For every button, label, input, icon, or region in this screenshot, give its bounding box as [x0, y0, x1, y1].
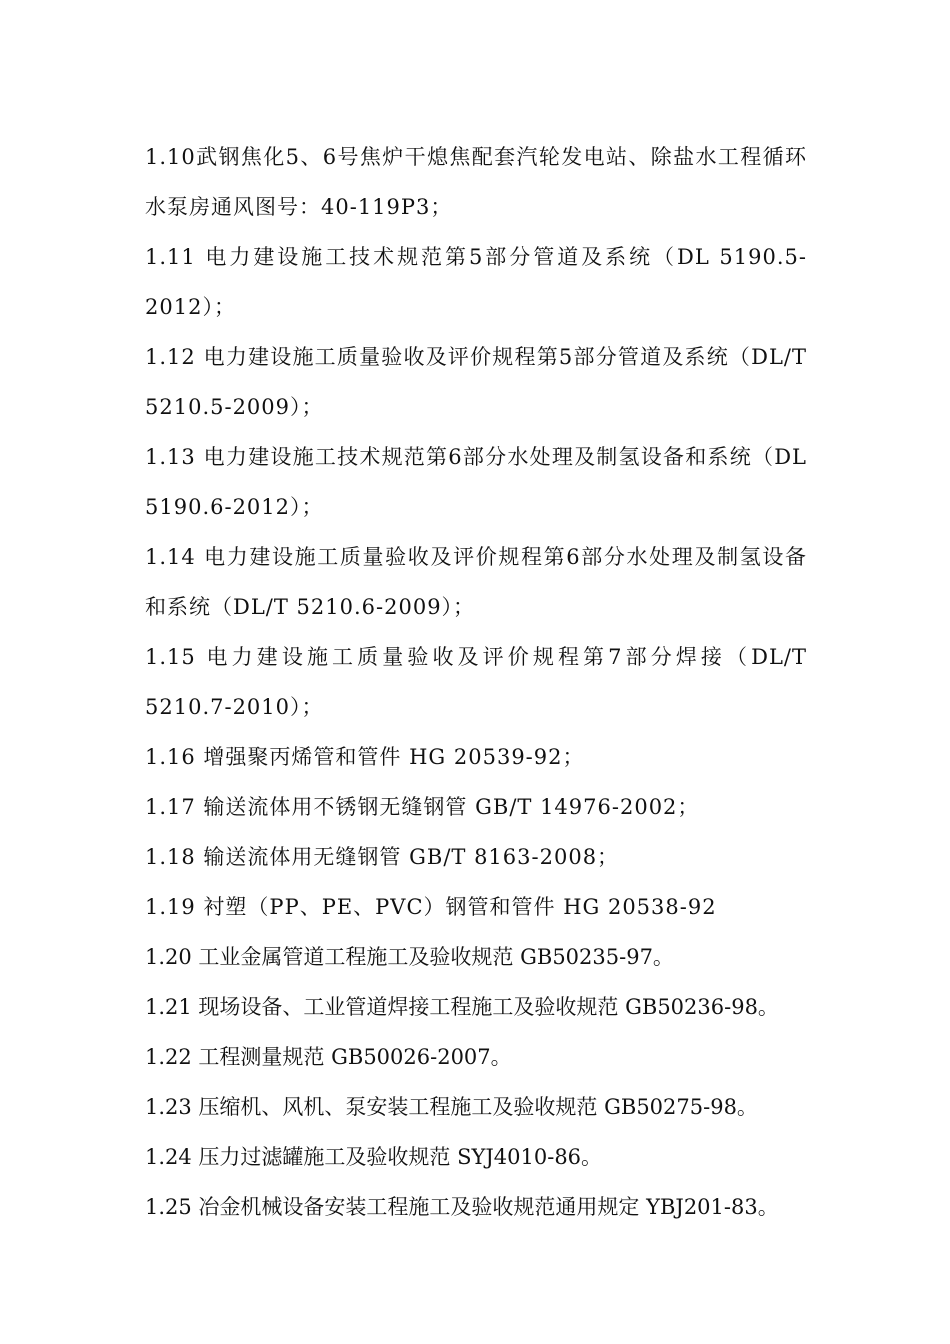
reference-list: [145, 132, 807, 1232]
list-item: 1.25 冶金机械设备安装工程施工及验收规范通用规定 YBJ201-83。: [145, 1195, 779, 1219]
list-item: 1.12 电力建设施工质量验收及评价规程第5部分管道及系统（DL/T 5210.5-2009）；: [145, 345, 807, 419]
list-item: 1.24 压力过滤罐施工及验收规范 SYJ4010-86。: [145, 1145, 603, 1169]
list-item: 1.14 电力建设施工质量验收及评价规程第6部分水处理及制氢设备和系统（DL/T 5210.6-2009）；: [145, 545, 807, 619]
list-item: 1.19 衬塑（PP、PE、PVC）钢管和管件 HG 20538-92: [145, 895, 717, 919]
list-item: 1.20 工业金属管道工程施工及验收规范 GB50235-97。: [145, 945, 674, 969]
list-item: 1.16 增强聚丙烯管和管件 HG 20539-92；: [145, 745, 585, 769]
list-item: 1.18 输送流体用无缝钢管 GB/T 8163-2008；: [145, 845, 620, 869]
list-item: 1.15 电力建设施工质量验收及评价规程第7部分焊接（DL/T 5210.7-2010）；: [145, 645, 807, 719]
list-item: 1.23 压缩机、风机、泵安装工程施工及验收规范 GB50275-98。: [145, 1095, 758, 1119]
list-item: 1.22 工程测量规范 GB50026-2007。: [145, 1045, 512, 1069]
list-item: 1.10武钢焦化5、6号焦炉干熄焦配套汽轮发电站、除盐水工程循环水泵房通风图号：40-119P3；: [145, 145, 807, 219]
list-item: 1.11 电力建设施工技术规范第5部分管道及系统（DL 5190.5-2012）；: [145, 245, 807, 319]
list-item: 1.17 输送流体用不锈钢无缝钢管 GB/T 14976-2002；: [145, 795, 700, 819]
list-item: 1.21 现场设备、工业管道焊接工程施工及验收规范 GB50236-98。: [145, 995, 779, 1019]
list-item: 1.13 电力建设施工技术规范第6部分水处理及制氢设备和系统（DL 5190.6-2012）；: [145, 445, 807, 519]
